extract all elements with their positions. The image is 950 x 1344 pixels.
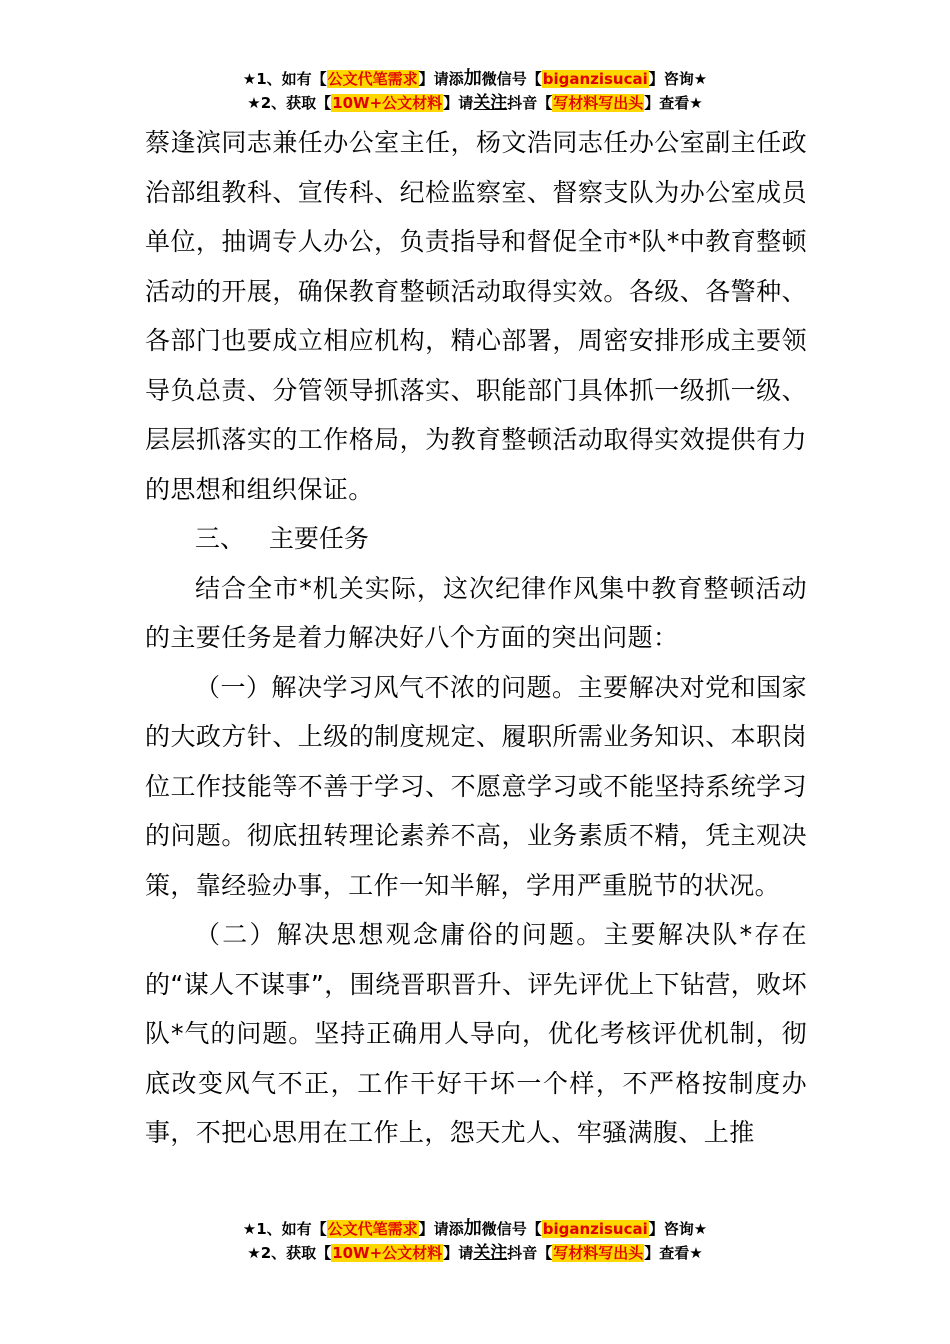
banner-wechat-id: biganzisucai (542, 1220, 648, 1238)
banner-text: 微信号【 (481, 70, 542, 88)
banner-text: 】请添 (418, 1220, 464, 1238)
banner-text: 】咨询★ (648, 1220, 708, 1238)
footer-banner (0, 1218, 950, 1266)
section-heading: 三、 主要任务 (195, 524, 369, 553)
banner-text: 】查看★ (644, 1244, 703, 1262)
banner-text: 】请添 (418, 70, 464, 88)
banner-highlight: 公文代笔需求 (327, 70, 418, 88)
header-banner-line-2 (0, 92, 950, 116)
document-body (145, 118, 807, 1158)
banner-text: ★2、获取【 (247, 94, 332, 112)
banner-text: 】咨询★ (648, 70, 708, 88)
footer-banner-line-1 (0, 1218, 950, 1242)
banner-emphasis: 加 (463, 1218, 482, 1239)
banner-douyin-account: 写材料写出头 (553, 1244, 644, 1262)
banner-text: 微信号【 (481, 1220, 542, 1238)
banner-text: 】请 (443, 94, 474, 112)
banner-text: ★2、获取【 (247, 1244, 332, 1262)
banner-highlight: 10W+公文材料 (332, 1244, 443, 1262)
paragraph-1: 蔡逢滨同志兼任办公室主任，杨文浩同志任办公室副主任政治部组教科、宣传科、纪检监察室、督察支队为办公室成员单位，抽调专人办公，负责指导和督促全市*队*中教育整顿活动的开展，确保教育整顿活动取得实效。各级、各警种、各部门也要成立相应机构，精心部署，周密安排形成主要领导负总责、分管领导抓落实、职能部门具体抓一级抓一级、层层抓落实的工作格局，为教育整顿活动取得实效提供有力的思想和组织保证。 (145, 128, 807, 504)
banner-text: 抖音【 (507, 94, 553, 112)
banner-emphasis: 加 (463, 68, 482, 89)
paragraph-4: （二）解决思想观念庸俗的问题。主要解决队*存在的“谋人不谋事”，围绕晋职晋升、评先评优上下钻营，败坏队*气的问题。坚持正确用人导向，优化考核评优机制，彻底改变风气不正，工作干好干坏一个样，不严格按制度办事，不把心思用在工作上，怨天尤人、牢骚满腹、上推 (145, 920, 807, 1147)
banner-text: 抖音【 (507, 1244, 553, 1262)
banner-emphasis: 关注 (473, 1243, 508, 1263)
banner-text: ★1、如有【 (242, 70, 327, 88)
header-banner (0, 68, 950, 116)
banner-highlight: 10W+公文材料 (332, 94, 443, 112)
paragraph-3: （一）解决学习风气不浓的问题。主要解决对党和国家的大政方针、上级的制度规定、履职所需业务知识、本职岗位工作技能等不善于学习、不愿意学习或不能坚持系统学习的问题。彻底扭转理论素养不高，业务素质不精，凭主观决策，靠经验办事，工作一知半解，学用严重脱节的状况。 (145, 672, 807, 900)
header-banner-line-1 (0, 68, 950, 92)
banner-emphasis: 关注 (473, 93, 508, 113)
footer-banner-line-2 (0, 1242, 950, 1266)
banner-wechat-id: biganzisucai (542, 70, 648, 88)
banner-text: 】查看★ (644, 94, 703, 112)
banner-text: ★1、如有【 (242, 1220, 327, 1238)
banner-text: 】请 (443, 1244, 474, 1262)
paragraph-2: 结合全市*机关实际，这次纪律作风集中教育整顿活动的主要任务是着力解决好八个方面的突出问题： (145, 573, 807, 652)
banner-highlight: 公文代笔需求 (327, 1220, 418, 1238)
banner-douyin-account: 写材料写出头 (553, 94, 644, 112)
